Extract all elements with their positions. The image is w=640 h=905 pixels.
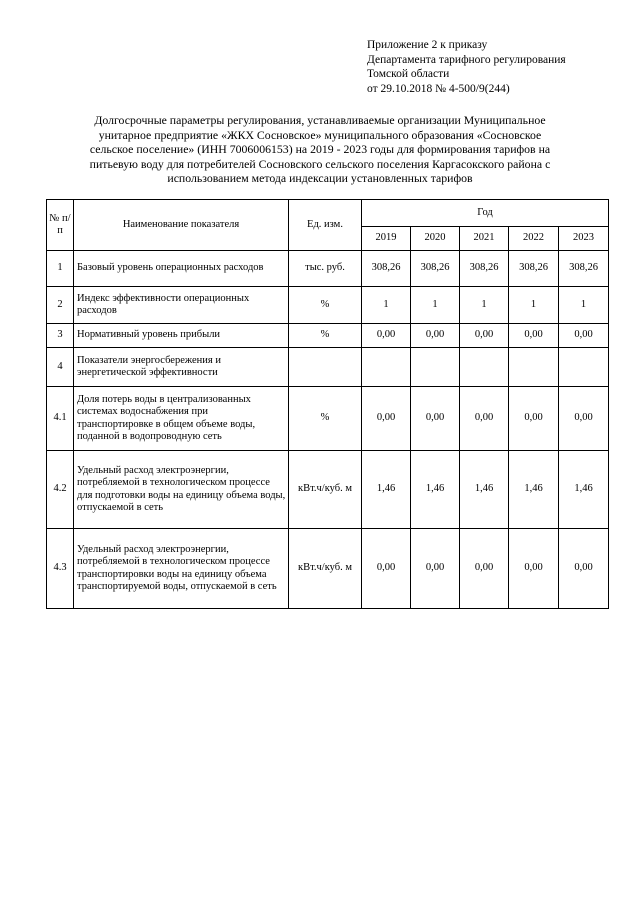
row-num: 1 bbox=[47, 251, 74, 287]
table-row bbox=[47, 529, 609, 609]
row-value: 0,00 bbox=[460, 324, 509, 348]
table-row bbox=[47, 348, 609, 387]
row-value: 0,00 bbox=[509, 387, 559, 451]
table-row bbox=[47, 324, 609, 348]
row-value: 0,00 bbox=[460, 529, 509, 609]
row-name: Нормативный уровень прибыли bbox=[74, 324, 289, 348]
row-num: 4.1 bbox=[47, 387, 74, 451]
row-value: 1 bbox=[559, 287, 609, 324]
appendix-line: Томской области bbox=[367, 68, 450, 80]
row-unit: % bbox=[289, 324, 362, 348]
row-unit bbox=[289, 348, 362, 387]
table-row bbox=[47, 451, 609, 529]
appendix-line: Департамента тарифного регулирования bbox=[367, 53, 566, 66]
title-line: использованием метода индексации установленных тарифов bbox=[167, 171, 473, 185]
row-value: 1,46 bbox=[460, 451, 509, 529]
row-value: 0,00 bbox=[509, 529, 559, 609]
row-unit: тыс. руб. bbox=[289, 251, 362, 287]
row-value: 0,00 bbox=[411, 529, 460, 609]
row-value: 0,00 bbox=[460, 387, 509, 451]
row-name: Удельный расход электроэнергии, потребляемой в технологическом процессе транспортировки воды на единицу объема транспортируемой воды, отпускаемой в сеть bbox=[74, 529, 289, 609]
row-value: 308,26 bbox=[559, 251, 609, 287]
row-value bbox=[559, 348, 609, 387]
row-num: 4.2 bbox=[47, 451, 74, 529]
title-line: унитарное предприятие «ЖКХ Сосновское» муниципального образования «Сосновское bbox=[98, 127, 542, 142]
title-line: питьевую воду для потребителей Сосновского сельского поселения Каргасокского района с bbox=[89, 156, 551, 171]
row-value bbox=[411, 348, 460, 387]
header-num: № п/п bbox=[47, 200, 74, 251]
appendix-line: Приложение 2 к приказу bbox=[367, 39, 488, 51]
header-year: 2021 bbox=[460, 227, 509, 251]
row-value bbox=[460, 348, 509, 387]
row-value bbox=[509, 348, 559, 387]
title-line: Долгосрочные параметры регулирования, устанавливаемые организации Муниципальное bbox=[94, 113, 546, 127]
row-unit: кВт.ч/куб. м bbox=[289, 451, 362, 529]
row-value: 308,26 bbox=[509, 251, 559, 287]
header-year: 2020 bbox=[411, 227, 460, 251]
row-value: 1,46 bbox=[559, 451, 609, 529]
row-value bbox=[362, 348, 411, 387]
header-unit: Ед. изм. bbox=[289, 200, 362, 251]
parameters-table bbox=[46, 199, 609, 609]
row-num: 3 bbox=[47, 324, 74, 348]
row-value: 1,46 bbox=[411, 451, 460, 529]
row-unit: % bbox=[289, 387, 362, 451]
appendix-header bbox=[367, 38, 566, 96]
row-value: 0,00 bbox=[559, 324, 609, 348]
header-year: 2023 bbox=[559, 227, 609, 251]
row-name: Показатели энергосбережения и энергетической эффективности bbox=[74, 348, 289, 387]
table-row bbox=[47, 387, 609, 451]
row-num: 2 bbox=[47, 287, 74, 324]
row-value: 0,00 bbox=[509, 324, 559, 348]
row-num: 4.3 bbox=[47, 529, 74, 609]
row-value: 0,00 bbox=[362, 324, 411, 348]
row-value: 308,26 bbox=[411, 251, 460, 287]
row-name: Удельный расход электроэнергии, потребляемой в технологическом процессе для подготовки воды на единицу объема воды, отпускаемой в сеть bbox=[74, 451, 289, 529]
header-year-group: Год bbox=[362, 200, 609, 227]
row-unit: % bbox=[289, 287, 362, 324]
row-value: 0,00 bbox=[362, 387, 411, 451]
row-name: Базовый уровень операционных расходов bbox=[74, 251, 289, 287]
row-value: 308,26 bbox=[362, 251, 411, 287]
row-value: 1 bbox=[411, 287, 460, 324]
row-value: 1 bbox=[362, 287, 411, 324]
row-value: 0,00 bbox=[559, 387, 609, 451]
header-year: 2022 bbox=[509, 227, 559, 251]
header-year: 2019 bbox=[362, 227, 411, 251]
document-title bbox=[50, 113, 590, 186]
row-value: 1 bbox=[460, 287, 509, 324]
header-name: Наименование показателя bbox=[74, 200, 289, 251]
row-name: Доля потерь воды в централизованных системах водоснабжения при транспортировке в общем объеме воды, поданной в водопроводную сеть bbox=[74, 387, 289, 451]
row-num: 4 bbox=[47, 348, 74, 387]
appendix-order-date: от 29.10.2018 № 4-500/9(244) bbox=[367, 82, 510, 95]
row-value: 1,46 bbox=[362, 451, 411, 529]
table-row bbox=[47, 287, 609, 324]
row-value: 1 bbox=[509, 287, 559, 324]
row-value: 0,00 bbox=[411, 324, 460, 348]
row-value: 0,00 bbox=[559, 529, 609, 609]
row-value: 308,26 bbox=[460, 251, 509, 287]
title-line: сельское поселение» (ИНН 7006006153) на 2019 - 2023 годы для формирования тарифов на bbox=[89, 142, 551, 156]
row-value: 0,00 bbox=[411, 387, 460, 451]
row-value: 1,46 bbox=[509, 451, 559, 529]
row-unit: кВт.ч/куб. м bbox=[289, 529, 362, 609]
table-row bbox=[47, 251, 609, 287]
row-value: 0,00 bbox=[362, 529, 411, 609]
row-name: Индекс эффективности операционных расходов bbox=[74, 287, 289, 324]
